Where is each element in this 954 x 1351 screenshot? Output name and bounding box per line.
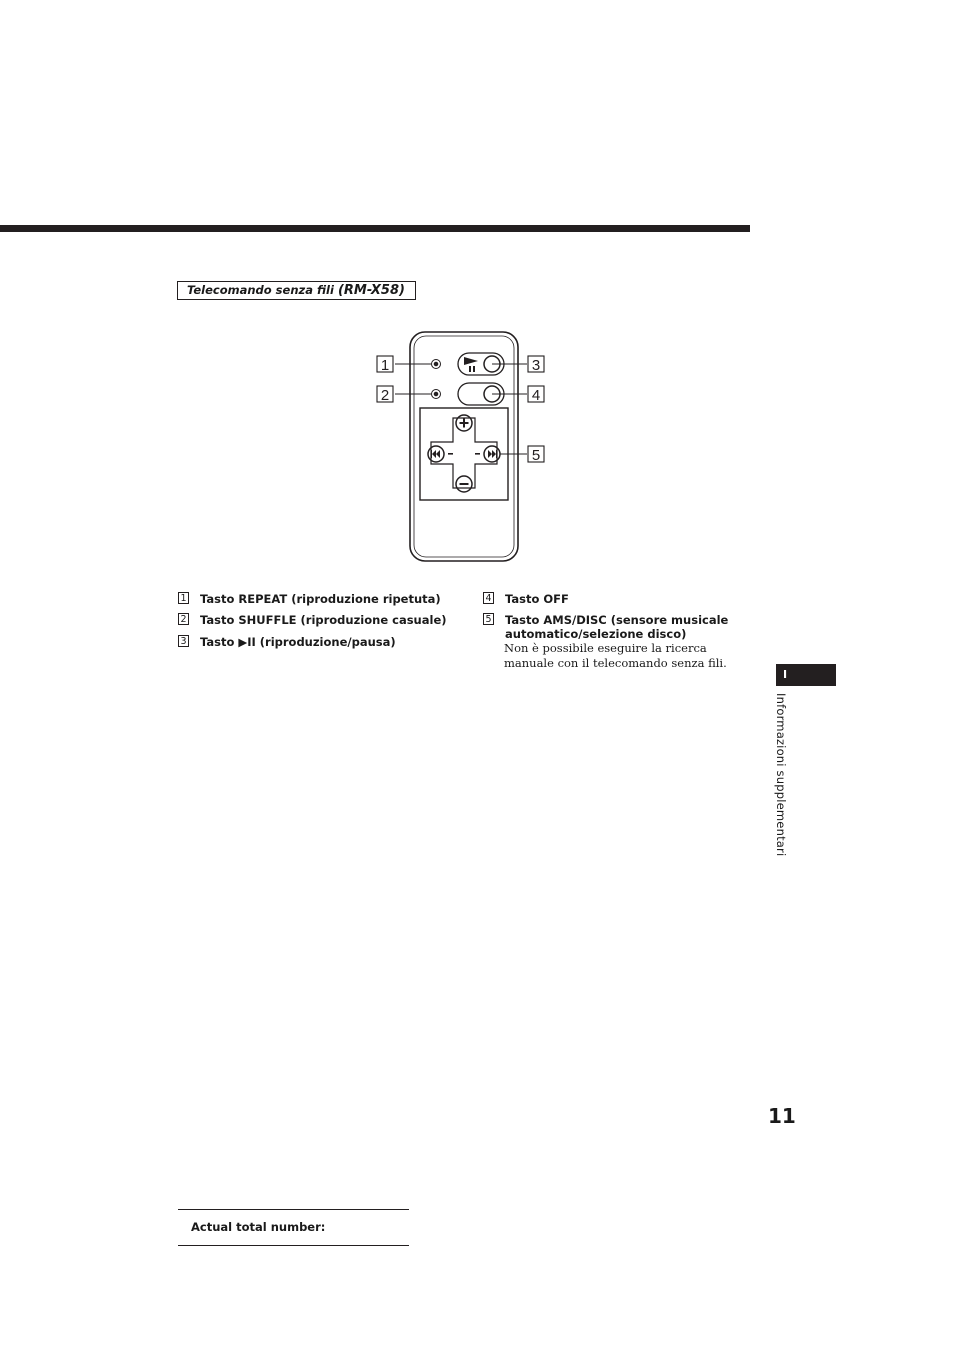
callout-2: 2: [380, 387, 390, 404]
shuffle-button-dot: [434, 392, 438, 396]
language-tab: I: [776, 664, 836, 686]
callout-1: 1: [380, 357, 390, 374]
legend-text: Tasto SHUFFLE (riproduzione casuale): [200, 613, 447, 627]
legend-num: 5: [483, 613, 494, 625]
next-icon: [488, 450, 497, 458]
legend-num: 2: [178, 613, 189, 625]
footer-label: Actual total number:: [191, 1220, 326, 1234]
pad-tick-left: [448, 453, 453, 455]
callout-4: 4: [531, 387, 541, 404]
prev-icon: [431, 450, 440, 458]
legend-note: Non è possibile eseguire la ricerca manuale con il telecomando senza fili.: [504, 641, 727, 670]
legend-text: Tasto REPEAT (riproduzione ripetuta): [200, 592, 441, 606]
section-label: Informazioni supplementari: [774, 693, 788, 857]
header-rule: [0, 225, 750, 232]
repeat-button-dot: [434, 362, 438, 366]
caption-title: Telecomando senza fili: [187, 283, 334, 297]
legend-text: Tasto AMS/DISC (sensore musicale: [505, 613, 729, 627]
callout-5: 5: [531, 447, 541, 464]
ams-disc-pad: [431, 418, 497, 488]
legend-text: Tasto ▶II (riproduzione/pausa): [200, 635, 396, 649]
footer-box: [178, 1209, 409, 1246]
figure-caption: [177, 281, 416, 300]
legend-text: Tasto OFF: [505, 592, 569, 606]
callout-3: 3: [531, 357, 541, 374]
legend-num: 3: [178, 635, 189, 647]
legend-num: 4: [483, 592, 494, 604]
remote-control-diagram: [360, 325, 590, 565]
pad-tick-right: [475, 453, 480, 455]
legend-text-continued: automatico/selezione disco): [505, 627, 687, 641]
pause-icon: [469, 366, 471, 372]
remote-body: [410, 332, 518, 561]
page-number: 11: [768, 1104, 796, 1128]
minus-icon: [460, 483, 469, 485]
caption-model: (RM-X58): [337, 283, 405, 298]
play-icon: [464, 357, 478, 365]
legend-num: 1: [178, 592, 189, 604]
